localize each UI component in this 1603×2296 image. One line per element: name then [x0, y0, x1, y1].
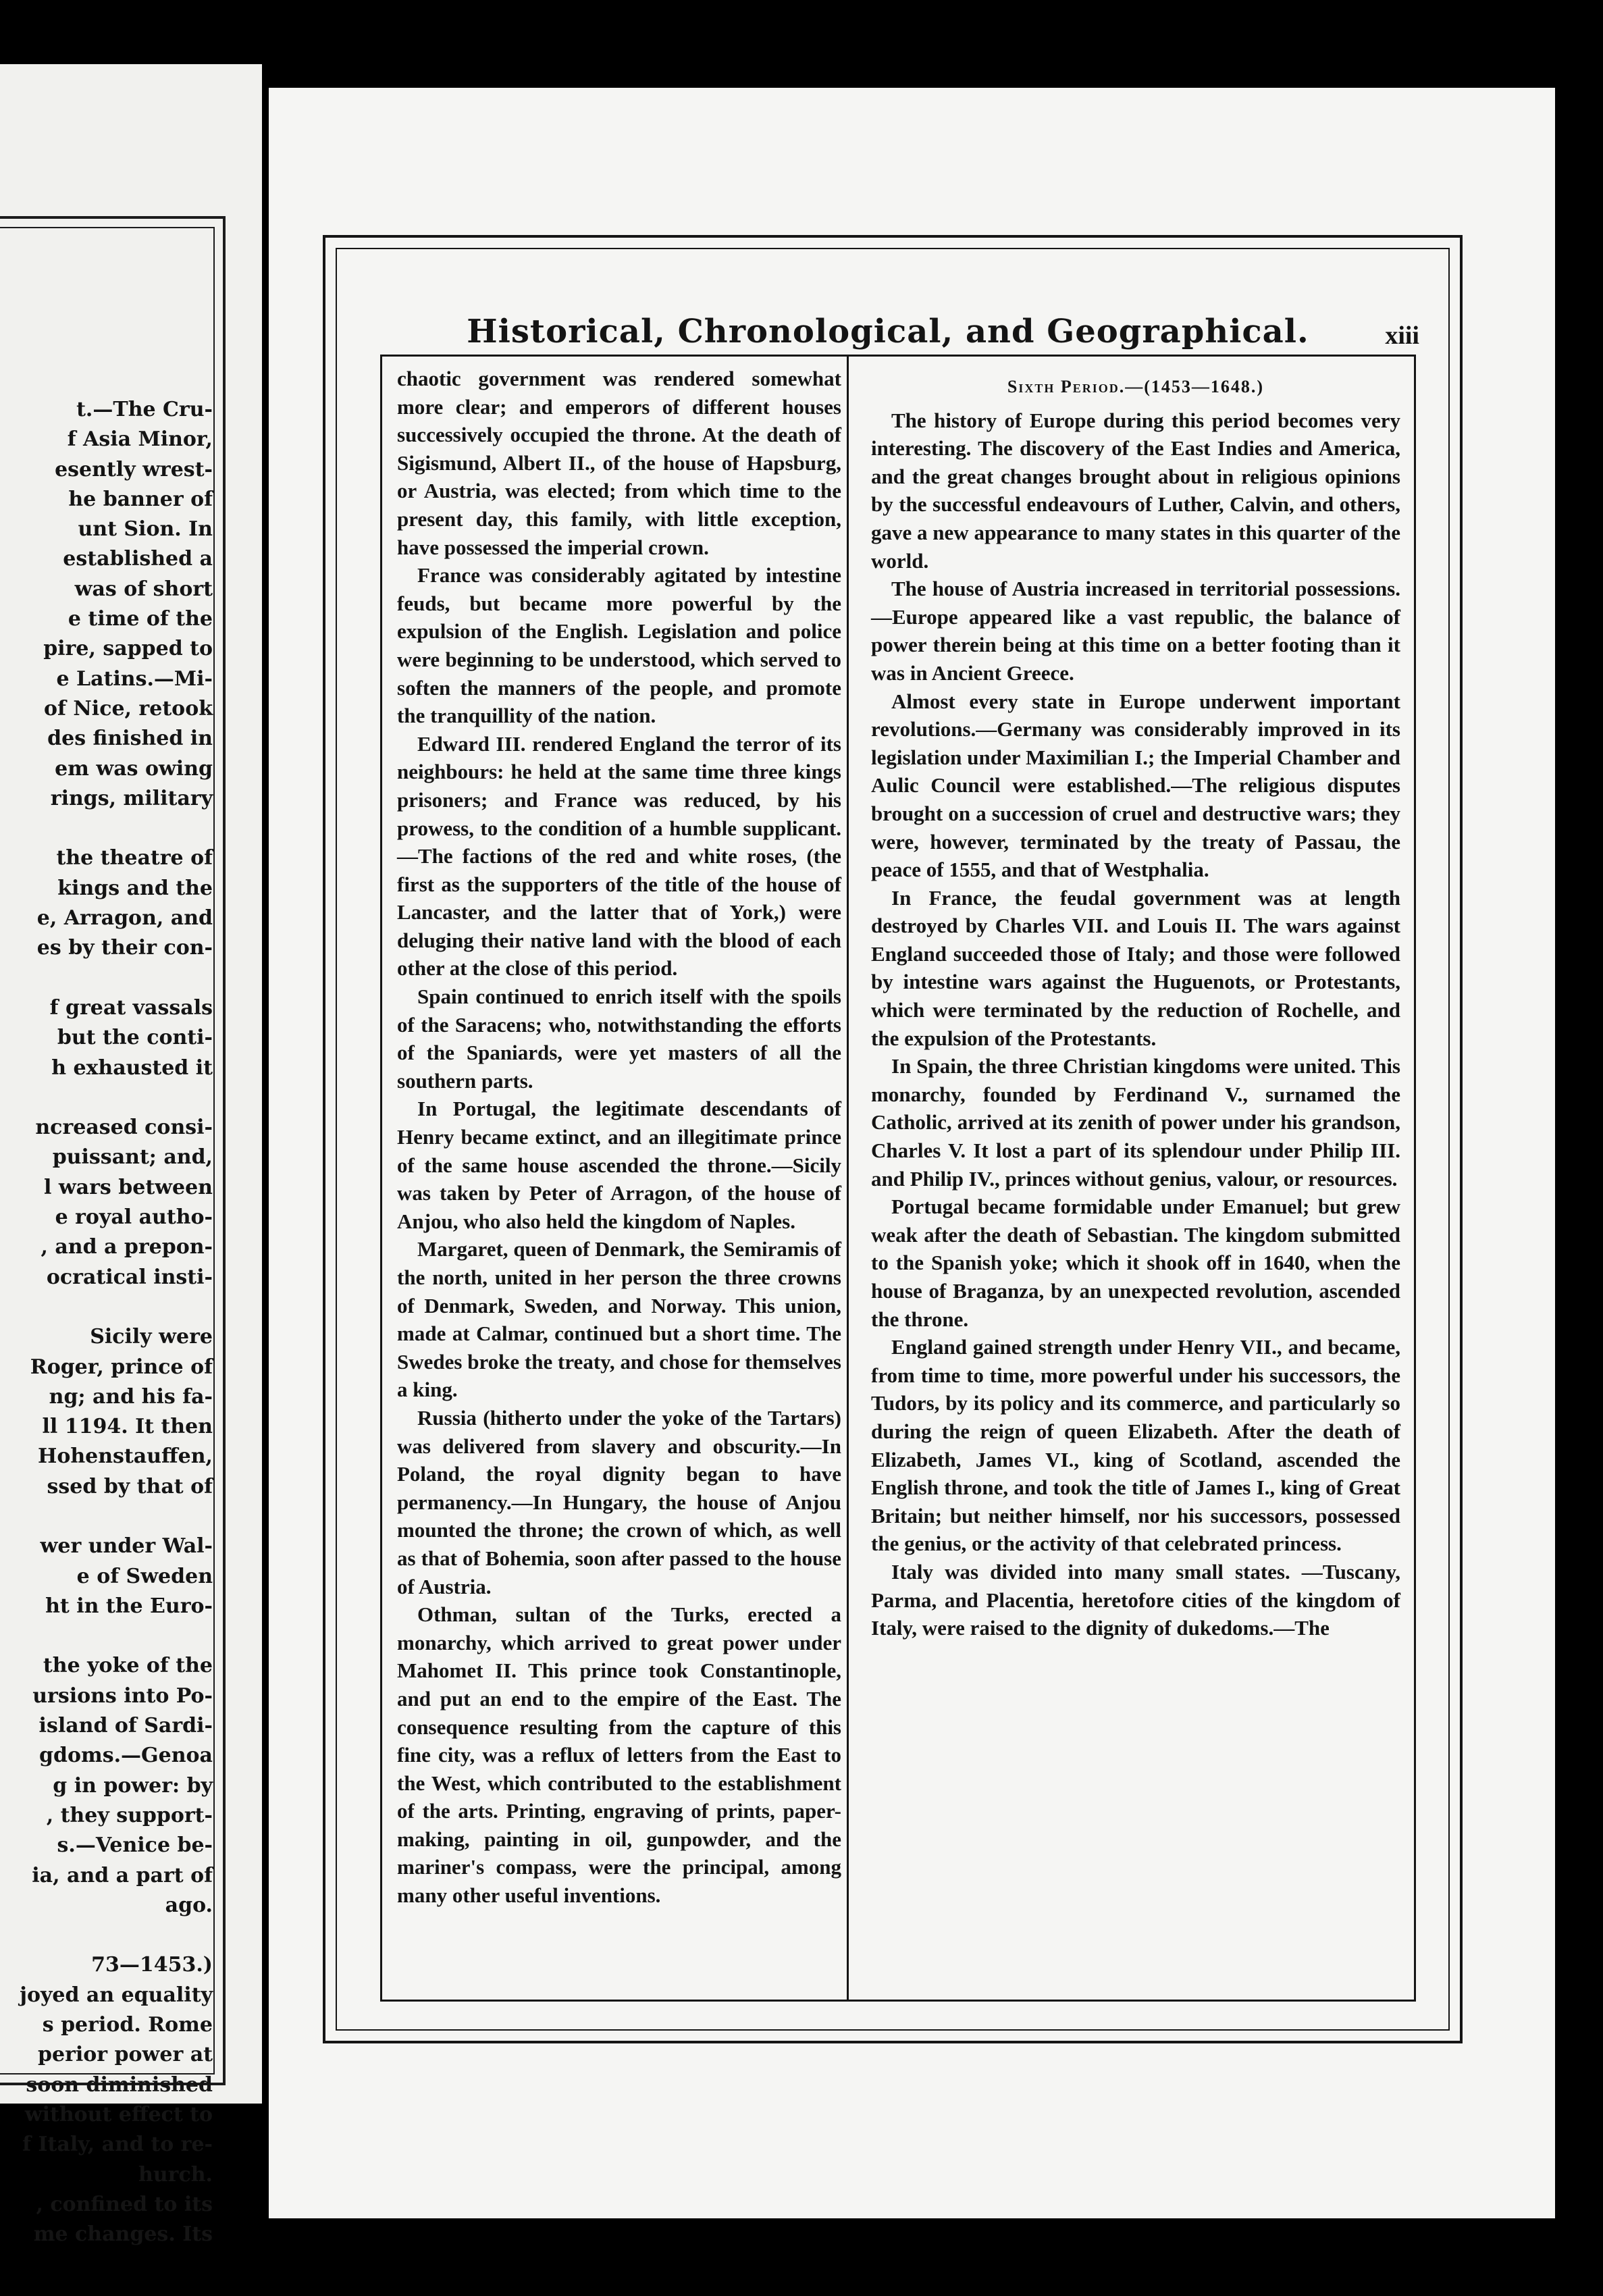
left-page-line: , and a prepon- [41, 1235, 213, 1259]
left-page-line: established a [63, 547, 213, 571]
left-page-line: ocratical insti- [46, 1265, 213, 1289]
left-page-line: island of Sardi- [38, 1714, 213, 1738]
left-page-line: of Nice, retook [44, 696, 213, 721]
paragraph: Margaret, queen of Denmark, the Semiramis of the north, united in her person the three crowns of Denmark, Sweden, and Norway. This union, made at Calmar, continued but a short time. The Swedes broke the treaty, and chose for themselves a king. [397, 1237, 841, 1402]
left-page-line: but the conti- [57, 1026, 213, 1050]
left-page-line: me changes. Its [33, 2222, 213, 2247]
left-page-line [0, 1293, 213, 1322]
paragraph: Almost every state in Europe underwent important revolutions.—Germany was considerably improved in its legislation under Maximilian I.; the Imperial Chamber and Aulic Council were established.—The religious disputes brought on a succession of cruel and destructive wars; they were, however, terminated by the treaty of Passau, the peace of 1555, and that of Westphalia. [871, 689, 1400, 882]
left-page-line: ago. [165, 1893, 213, 1917]
left-page-line: f Italy, and to re- [22, 2133, 213, 2157]
left-page-line: s.—Venice be- [57, 1833, 213, 1858]
left-page-line: Hohenstauffen, [37, 1444, 213, 1469]
left-page-line: l wars between [44, 1175, 213, 1199]
paragraph: Othman, sultan of the Turks, erected a monarchy, which arrived to great power under Mahomet II. This prince took Constantinople, and put an end to the empire of the East. The consequence resulting from the capture of this fine city, was a reflux of letters from the East to the West, which contributed to the establishment of the arts. Printing, engraving of prints, paper-making, painting in oil, gunpowder, and the mariner's compass, were the principal, among many other useful inventions. [397, 1602, 841, 1908]
page-title: Historical, Chronological, and Geographical. [467, 313, 1309, 350]
left-page-line: kings and the [57, 876, 213, 900]
left-page-line: ht in the Euro- [45, 1594, 213, 1618]
left-page-line: h exhausted it [51, 1055, 213, 1080]
paragraph: The house of Austria increased in territorial possessions.—Europe appeared like a vast republic, the balance of power therein being at this time on a better footing than it was in Ancient Greece. [871, 577, 1400, 685]
paragraph: Edward III. rendered England the terror of its neighbours: he held at the same time three kings prisoners; and France was reduced, by his prowess, to the condition of a humble supplicant.—The factions of the red and white roses, (the first as the supporters of the title of the house of Lancaster, and the latter that of York,) were deluging their native land with the blood of each other at the close of this period. [397, 731, 841, 981]
section-heading: Sixth Period.—(1453—1648.) [1007, 377, 1265, 396]
left-page-line: joyed an equality [20, 1983, 213, 2007]
left-page-line: e Latins.—Mi- [56, 667, 213, 691]
left-page-line: pire, sapped to [43, 637, 213, 661]
left-page-line: 73—1453.) [91, 1953, 213, 1977]
left-page-line: f great vassals [49, 995, 213, 1020]
left-page-line: wer under Wal- [40, 1534, 213, 1559]
left-page-line: ng; and his fa- [49, 1384, 213, 1409]
left-page-line: , confined to its [36, 2192, 213, 2216]
left-page-line: soon diminished [26, 2072, 213, 2097]
left-page-line: e time of the [68, 607, 213, 631]
left-page-line: ursions into Po- [32, 1684, 213, 1708]
left-page-line [0, 1502, 213, 1532]
left-page-line: em was owing [55, 756, 213, 781]
left-page-line: ll 1194. It then [42, 1415, 213, 1439]
paragraph: Italy was divided into many small states. —Tuscany, Parma, and Placentia, heretofore cities of the kingdom of Italy, were raised to the dignity of dukedoms.—The [871, 1559, 1400, 1640]
left-page-line: e royal autho- [55, 1205, 213, 1230]
left-page-line [0, 1621, 213, 1651]
paragraph: France was considerably agitated by intestine feuds, but became more powerful by the expulsion of the English. Legislation and police were beginning to be understood, which served to soften the manners of the people, and promote the tranquillity of the nation. [397, 563, 841, 728]
left-page-line [0, 1921, 213, 1950]
left-page-line: esently wrest- [55, 457, 213, 481]
left-page-line: ia, and a part of [32, 1863, 213, 1887]
left-page-line: rings, military [50, 786, 213, 810]
left-page-line: ncreased consi- [35, 1116, 213, 1140]
left-page-fragment [0, 64, 262, 2247]
left-page-line: f Asia Minor, [67, 427, 213, 452]
text-column-left [397, 365, 841, 1910]
paragraph: In France, the feudal government was at length destroyed by Charles VII. and Louis II. The wars against England succeeded those of Italy; and those were followed by intestine wars against the Huguenots, or Protestants, which were terminated by the reduction of Rochelle, and the expulsion of the Protestants. [871, 885, 1400, 1050]
left-page-line: without effect to [24, 2102, 213, 2127]
left-page-line: es by their con- [36, 936, 213, 960]
left-page-line: perior power at [38, 2043, 213, 2067]
paragraph: In Portugal, the legitimate descendants of Henry became extinct, and an illegitimate prince of the same house ascended the throne.—Sicily was taken by Peter of Arragon, of the house of Anjou, who also held the kingdom of Naples. [397, 1097, 841, 1233]
paragraph: Spain continued to enrich itself with the spoils of the Saracens; who, notwithstanding the efforts of the Spaniards, were yet masters of all the southern parts. [397, 985, 841, 1093]
text-column-right [871, 365, 1400, 1642]
left-page-line: hurch. [138, 2162, 213, 2187]
left-page-line: he banner of [68, 487, 213, 511]
left-page-text [0, 395, 213, 2247]
paragraph: chaotic government was rendered somewhat more clear; and emperors of different houses successively occupied the throne. At the death of Sigismund, Albert II., of the house of Hapsburg, or Austria, was elected; from which time to the present day, this family, with little exception, have possessed the imperial crown. [397, 367, 841, 559]
left-page-line: gdoms.—Genoa [38, 1744, 213, 1768]
left-page-line: the yoke of the [43, 1654, 213, 1678]
left-page-line: the theatre of [56, 846, 213, 870]
left-page-line: Sicily were [90, 1325, 213, 1349]
left-page-line: e, Arragon, and [36, 906, 213, 931]
left-page-line [0, 814, 213, 843]
left-page-line: puissant; and, [52, 1145, 213, 1170]
left-page-line: ssed by that of [47, 1474, 213, 1498]
left-page-line: s period. Rome [42, 2013, 213, 2037]
paragraph: Portugal became formidable under Emanuel; but grew weak after the death of Sebastian. The kingdom submitted to the Spanish yoke; which it shook off in 1640, when the house of Braganza, by an unexpected revolution, ascended the throne. [871, 1195, 1400, 1331]
left-page-line: was of short [74, 577, 213, 601]
left-page-line [0, 964, 213, 993]
left-page-line: t.—The Cru- [76, 398, 213, 421]
left-page-line: Roger, prince of [30, 1355, 213, 1379]
left-page-line [0, 1083, 213, 1113]
left-page-line: e of Sweden [76, 1564, 213, 1588]
left-page-line: , they support- [46, 1803, 213, 1827]
left-page-line: g in power: by [53, 1773, 213, 1798]
column-separator [847, 355, 849, 2000]
right-column-paragraphs [871, 407, 1400, 1642]
paragraph: The history of Europe during this period becomes very interesting. The discovery of the East Indies and America, and the great changes brought about in religious opinions by the successful endeavours of Luther, Calvin, and others, gave a new appearance to many states in this quarter of the world. [871, 408, 1400, 573]
paragraph: In Spain, the three Christian kingdoms were united. This monarchy, founded by Ferdinand V., surnamed the Catholic, arrived at its zenith of power under his grandson, Charles V. It lost a part of its splendour under Philip III. and Philip IV., princes without genius, valour, or resources. [871, 1054, 1400, 1191]
paragraph: Russia (hitherto under the yoke of the Tartars) was delivered from slavery and obscurity.—In Poland, the royal dignity began to have permanency.—In Hungary, the house of Anjou mounted the throne; the crown of which, as well as that of Bohemia, soon after passed to the house of Austria. [397, 1405, 841, 1598]
page-number: xiii [1385, 321, 1419, 350]
paragraph: England gained strength under Henry VII., and became, from time to time, more powerful under his successors, the Tudors, by its policy and its commerce, and particularly so during the reign of queen Elizabeth. After the death of Elizabeth, James VI., king of Scotland, ascended the English throne, and took the title of James I., king of Great Britain; but neither himself, nor his successors, possessed the genius, or the activity of that celebrated princess. [871, 1335, 1400, 1556]
left-page-line: des finished in [47, 727, 213, 751]
left-page-line: unt Sion. In [78, 517, 213, 542]
